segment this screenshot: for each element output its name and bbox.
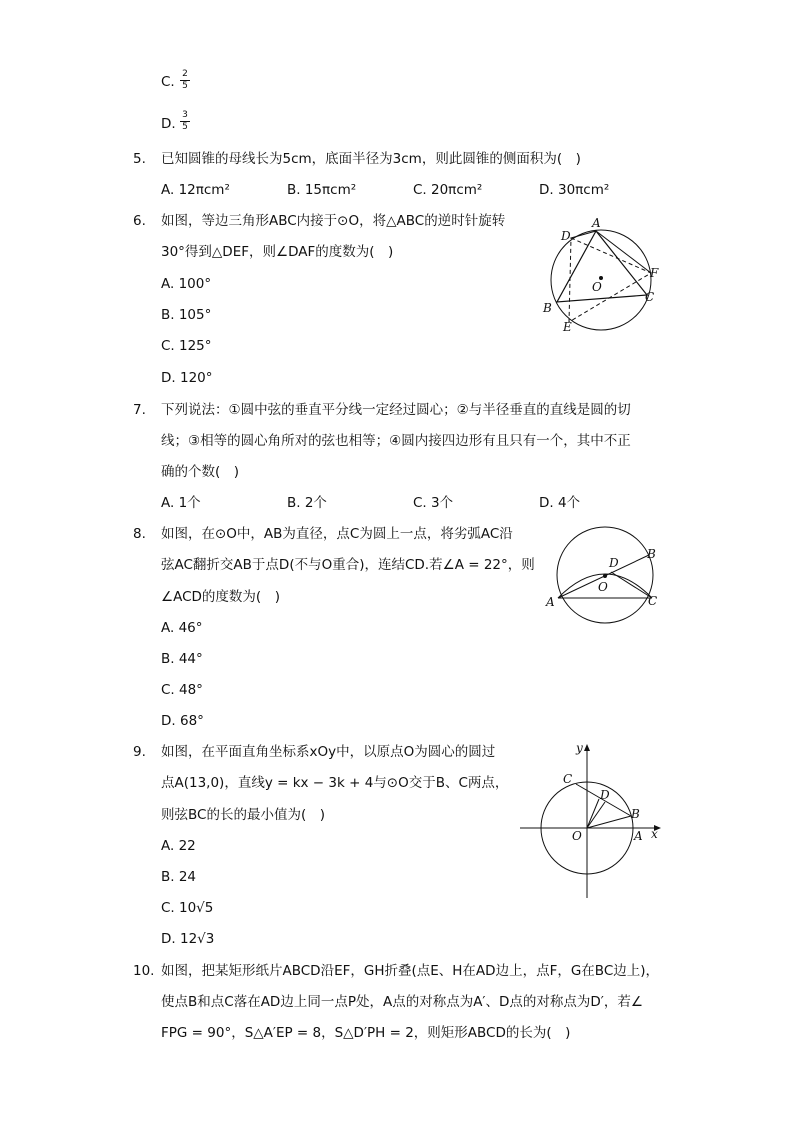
label-e: E <box>563 320 572 334</box>
figure-q6-rotated-triangle <box>540 218 670 338</box>
label-y: y <box>576 741 583 755</box>
label-a: A <box>546 595 555 609</box>
figure-q8-folded-arc <box>545 525 665 635</box>
question-7-option-c[interactable]: C. 3个 <box>413 495 454 511</box>
question-10-text-line1: 如图，把某矩形纸片ABCD沿EF，GH折叠(点E、H在AD边上，点F，G在BC边上)， <box>161 963 660 979</box>
fraction-two-fifths: 2 5 <box>180 70 190 91</box>
question-7-option-a[interactable]: A. 1个 <box>161 495 201 511</box>
label-f: F <box>650 266 659 280</box>
question-7-text-line2: 线；③相等的圆心角所对的弦也相等；④圆内接四边形有且只有一个，其中不正 <box>161 433 631 449</box>
question-9-number: 9. <box>133 744 146 760</box>
question-9-text-line2: 点A(13,0)，直线y = kx − 3k + 4与⊙O交于B、C两点， <box>161 775 509 791</box>
question-9-text-line3: 则弦BC的长的最小值为( ) <box>161 807 325 823</box>
question-8-option-b[interactable]: B. 44° <box>161 651 203 667</box>
question-9-option-a[interactable]: A. 22 <box>161 838 196 854</box>
question-8-option-c[interactable]: C. 48° <box>161 682 203 698</box>
question-5-option-d[interactable]: D. 30πcm² <box>539 182 610 198</box>
option-letter: C. <box>161 74 175 90</box>
label-d: D <box>561 229 571 243</box>
label-d: D <box>600 788 610 802</box>
question-5-option-a[interactable]: A. 12πcm² <box>161 182 230 198</box>
question-6-option-b[interactable]: B. 105° <box>161 307 212 323</box>
question-6-text-line1: 如图，等边三角形ABC内接于⊙O，将△ABC的逆时针旋转 <box>161 213 506 229</box>
question-7-text-line1: 下列说法：①圆中弦的垂直平分线一定经过圆心；②与半径垂直的直线是圆的切 <box>161 402 631 418</box>
label-a: A <box>634 829 643 843</box>
question-9-option-b[interactable]: B. 24 <box>161 869 197 885</box>
question-10-text-line3: FPG = 90°，S△A′EP = 8，S△D′PH = 2，则矩形ABCD的长为( ) <box>161 1025 571 1041</box>
label-o: O <box>598 580 608 594</box>
question-5-option-b[interactable]: B. 15πcm² <box>287 182 357 198</box>
question-6-option-a[interactable]: A. 100° <box>161 276 212 292</box>
question-7-option-d[interactable]: D. 4个 <box>539 495 581 511</box>
question-9-option-c[interactable]: C. 10√5 <box>161 900 214 916</box>
option-d-prev <box>161 115 176 133</box>
question-6-option-d[interactable]: D. 120° <box>161 370 213 386</box>
label-o: O <box>572 829 582 843</box>
question-7-option-b[interactable]: B. 2个 <box>287 495 327 511</box>
question-7-number: 7. <box>133 402 146 418</box>
label-a: A <box>592 216 601 230</box>
label-x: x <box>651 827 658 841</box>
fraction-three-fifths: 3 5 <box>180 111 190 132</box>
question-8-text-line2: 弦AC翻折交AB于点D(不与O重合)，连结CD.若∠A = 22°，则 <box>161 557 535 573</box>
question-10-number: 10. <box>133 963 155 979</box>
label-b: B <box>647 547 656 561</box>
label-d: D <box>609 556 619 570</box>
question-5-text: 已知圆锥的母线长为5cm，底面半径为3cm，则此圆锥的侧面积为( ) <box>161 151 581 167</box>
question-8-number: 8. <box>133 526 146 542</box>
question-8-option-a[interactable]: A. 46° <box>161 620 203 636</box>
question-8-text-line3: ∠ACD的度数为( ) <box>161 589 280 605</box>
label-b: B <box>543 301 552 315</box>
question-6-option-c[interactable]: C. 125° <box>161 338 212 354</box>
figure-q9-coordinate-circle <box>515 740 665 900</box>
question-7-text-line3: 确的个数( ) <box>161 464 240 480</box>
option-c-prev <box>161 73 175 91</box>
question-5-option-c[interactable]: C. 20πcm² <box>413 182 483 198</box>
label-c: C <box>648 594 658 608</box>
question-8-text-line1: 如图，在⊙O中，AB为直径，点C为圆上一点，将劣弧AC沿 <box>161 526 513 542</box>
label-c: C <box>645 290 655 304</box>
option-letter: D. <box>161 116 176 132</box>
label-b: B <box>631 807 640 821</box>
question-9-option-d[interactable]: D. 12√3 <box>161 931 215 947</box>
question-8-option-d[interactable]: D. 68° <box>161 713 204 729</box>
label-o: O <box>592 280 602 294</box>
question-6-text-line2: 30°得到△DEF，则∠DAF的度数为( ) <box>161 244 394 260</box>
question-5-number: 5. <box>133 151 146 167</box>
question-10-text-line2: 使点B和点C落在AD边上同一点P处，A点的对称点为A′、D点的对称点为D′，若∠ <box>161 994 643 1010</box>
label-c: C <box>563 772 573 786</box>
question-6-number: 6. <box>133 213 146 229</box>
question-9-text-line1: 如图，在平面直角坐标系xOy中，以原点O为圆心的圆过 <box>161 744 496 760</box>
